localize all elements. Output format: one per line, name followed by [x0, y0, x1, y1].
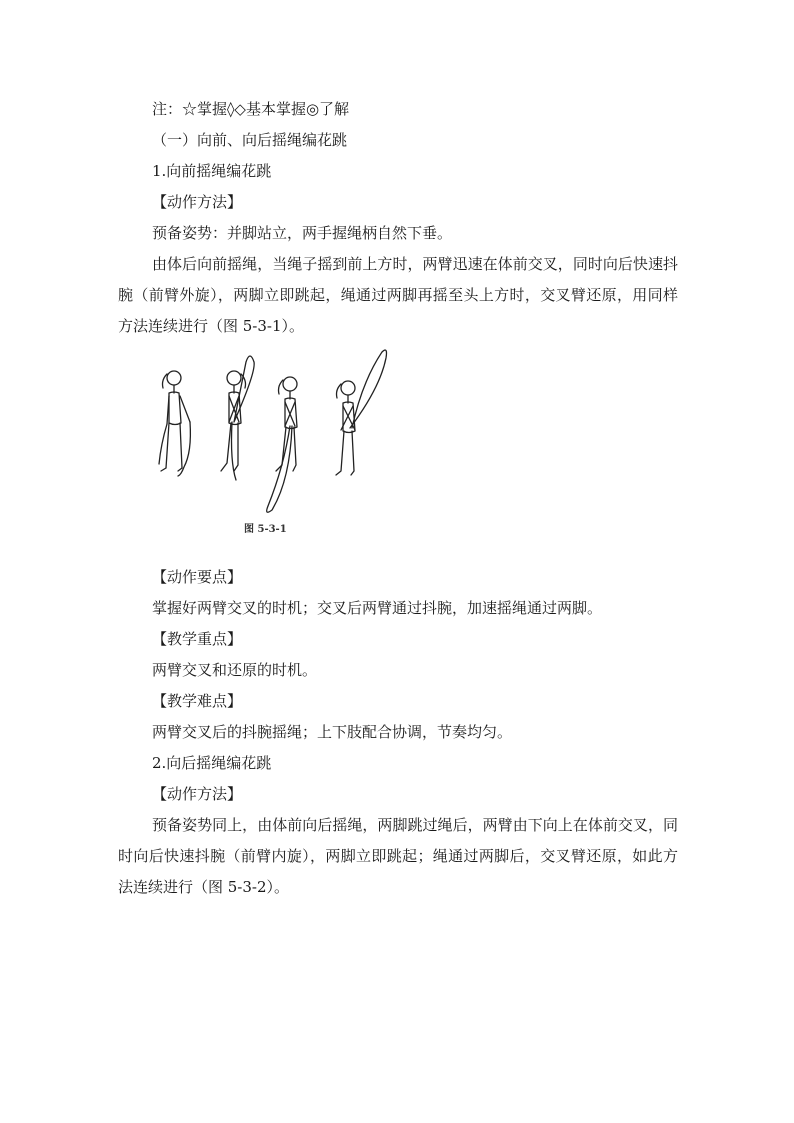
item1-title: 1.向前摇绳编花跳 — [152, 162, 272, 180]
item1-method-text: 由体后向前摇绳，当绳子摇到前上方时，两臂迅速在体前交叉，同时向后快速抖腕（前臂外旋），两脚立即跳起，绳通过两脚再摇至头上方时，交叉臂还原，用同样方法连续进行（图 5-3-1）。 — [118, 255, 678, 335]
figure-pose-2 — [221, 356, 254, 480]
item2-method-heading: 【动作方法】 — [152, 785, 243, 803]
document-page — [118, 94, 678, 903]
item1-method-heading: 【动作方法】 — [152, 193, 243, 211]
section-title: （一）向前、向后摇绳编花跳 — [152, 131, 348, 149]
jump-rope-figure — [152, 348, 412, 558]
item1-difficulty-text: 两臂交叉后的抖腕摇绳；上下肢配合协调，节奏均匀。 — [152, 723, 513, 741]
item2-title: 2.向后摇绳编花跳 — [152, 754, 272, 772]
item1-key-points-heading: 【动作要点】 — [152, 568, 243, 586]
figure-pose-3 — [267, 377, 297, 512]
item1-focus-heading: 【教学重点】 — [152, 630, 243, 648]
item1-ready-pose: 预备姿势：并脚站立，两手握绳柄自然下垂。 — [152, 224, 453, 242]
item2-method-text: 预备姿势同上，由体前向后摇绳，两脚跳过绳后，两臂由下向上在体前交叉，同时向后快速抖腕（前臂内旋），两脚立即跳起；绳通过两脚后，交叉臂还原，如此方法连续进行（图 5-3-2）。 — [118, 816, 678, 896]
figure-pose-4 — [336, 350, 387, 475]
legend-line: 注：☆掌握◊◇基本掌握◎了解 — [152, 100, 350, 118]
figure-caption: 图 5-3-1 — [244, 524, 287, 535]
item1-difficulty-heading: 【教学难点】 — [152, 692, 243, 710]
item1-focus-text: 两臂交叉和还原的时机。 — [152, 661, 318, 679]
figure-pose-1 — [159, 371, 190, 476]
item1-key-points-text: 掌握好两臂交叉的时机；交叉后两臂通过抖腕，加速摇绳通过两脚。 — [152, 599, 603, 617]
